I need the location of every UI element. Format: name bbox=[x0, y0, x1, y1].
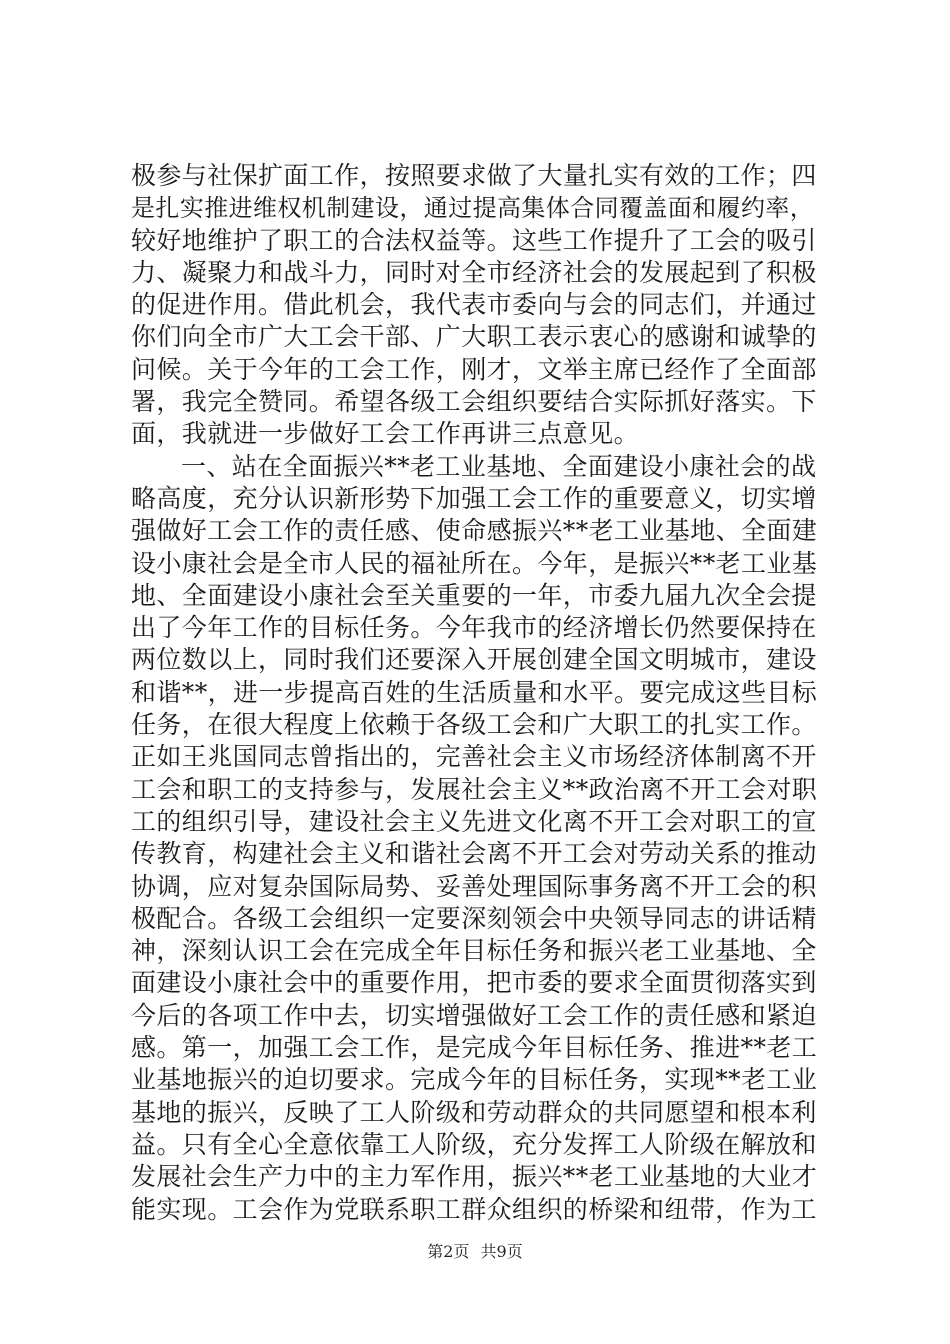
text-line: 工的组织引导，建设社会主义先进文化离不开工会对职工的宣 bbox=[131, 806, 817, 836]
text-line: 极配合。各级工会组织一定要深刻领会中央领导同志的讲话精 bbox=[131, 903, 817, 933]
text-line: 你们向全市广大工会干部、广大职工表示衷心的感谢和诚挚的 bbox=[131, 322, 817, 352]
text-line: 任务，在很大程度上依赖于各级工会和广大职工的扎实工作。 bbox=[131, 710, 817, 740]
text-line: 的促进作用。借此机会，我代表市委向与会的同志们，并通过 bbox=[131, 290, 817, 320]
text-line: 是扎实推进维权机制建设，通过提高集体合同覆盖面和履约率， bbox=[131, 194, 815, 223]
text-line: 传教育，构建社会主义和谐社会离不开工会对劳动关系的推动 bbox=[131, 839, 817, 869]
text-line: 较好地维护了职工的合法权益等。这些工作提升了工会的吸引 bbox=[131, 225, 817, 255]
text-line: 正如王兆国同志曾指出的，完善社会主义市场经济体制离不开 bbox=[131, 742, 817, 772]
page-number: 第2页 bbox=[427, 1242, 470, 1261]
text-line: 地、全面建设小康社会至关重要的一年，市委九届九次全会提 bbox=[131, 580, 817, 610]
text-line: 面建设小康社会中的重要作用，把市委的要求全面贯彻落实到 bbox=[131, 968, 817, 998]
text-line: 益。只有全心全意依靠工人阶级，充分发挥工人阶级在解放和 bbox=[131, 1129, 817, 1159]
text-line: 和谐**，进一步提高百姓的生活质量和水平。要完成这些目标 bbox=[131, 677, 818, 707]
text-line: 略高度，充分认识新形势下加强工会工作的重要意义，切实增 bbox=[131, 483, 817, 513]
text-line: 基地的振兴，反映了工人阶级和劳动群众的共同愿望和根本利 bbox=[131, 1097, 817, 1127]
text-line: 今后的各项工作中去，切实增强做好工会工作的责任感和紧迫 bbox=[131, 1000, 817, 1030]
text-line: 能实现。工会作为党联系职工群众组织的桥梁和纽带，作为工 bbox=[131, 1194, 817, 1224]
text-line: 力、凝聚力和战斗力，同时对全市经济社会的发展起到了积极 bbox=[131, 257, 817, 287]
text-line: 两位数以上，同时我们还要深入开展创建全国文明城市，建设 bbox=[131, 645, 817, 675]
page-footer bbox=[0, 1241, 950, 1263]
page-total: 共9页 bbox=[480, 1242, 523, 1261]
text-line: 工会和职工的支持参与，发展社会主义**政治离不开工会对职 bbox=[131, 774, 818, 804]
text-line: 设小康社会是全市人民的福祉所在。今年，是振兴**老工业基 bbox=[131, 548, 818, 578]
text-line: 神，深刻认识工会在完成全年目标任务和振兴老工业基地、全 bbox=[131, 936, 817, 966]
text-line: 协调，应对复杂国际局势、妥善处理国际事务离不开工会的积 bbox=[131, 871, 817, 901]
text-line: 出了今年工作的目标任务。今年我市的经济增长仍然要保持在 bbox=[131, 613, 817, 643]
text-line: 问候。关于今年的工会工作，刚才，文举主席已经作了全面部 bbox=[131, 354, 817, 384]
text-line: 面，我就进一步做好工会工作再讲三点意见。 bbox=[131, 419, 640, 449]
text-line: 发展社会生产力中的主力军作用，振兴**老工业基地的大业才 bbox=[131, 1162, 818, 1192]
text-line: 感。第一，加强工会工作，是完成今年目标任务、推进**老工 bbox=[131, 1033, 818, 1063]
text-line: 极参与社保扩面工作，按照要求做了大量扎实有效的工作；四 bbox=[131, 161, 817, 190]
text-line: 署，我完全赞同。希望各级工会组织要结合实际抓好落实。下 bbox=[131, 387, 817, 417]
document-body bbox=[131, 160, 826, 1226]
text-line: 强做好工会工作的责任感、使命感振兴**老工业基地、全面建 bbox=[131, 516, 818, 546]
section-heading-line: 一、站在全面振兴**老工业基地、全面建设小康社会的战 bbox=[181, 451, 817, 481]
text-line: 业基地振兴的迫切要求。完成今年的目标任务，实现**老工业 bbox=[131, 1065, 818, 1095]
